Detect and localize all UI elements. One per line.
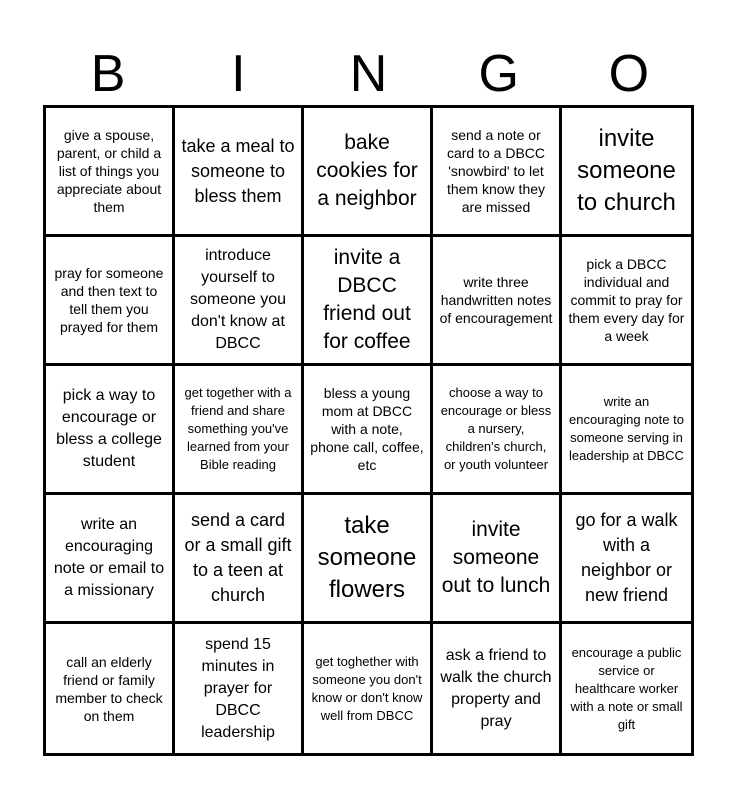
bingo-cell-r5-c4[interactable] [433,624,562,753]
bingo-cell-r3-c3[interactable] [304,366,433,495]
bingo-cell-r4-c5[interactable] [562,495,691,624]
header-letter-n: N [349,45,388,103]
header-letter-b: B [90,45,126,103]
cell-text: write an encouraging note or email to a missionary [53,516,165,599]
cell-text: write an encouraging note to someone serving in leadership at DBCC [569,394,684,463]
cell-text: bake cookies for a neighbor [316,131,418,210]
cell-text: get together with a friend and share something you've learned from your Bible reading [184,385,292,472]
cell-text: encourage a public service or healthcare worker with a note or small gift [570,644,683,732]
bingo-cell-r4-c1[interactable] [46,495,175,624]
cell-text: send a card or a small gift to a teen at church [184,510,292,605]
cell-text: pray for someone and then text to tell them you prayed for them [54,265,164,335]
header-letter-i: I [231,45,246,103]
cell-text: get toghether with someone you don't know or don't know well from DBCC [311,653,423,723]
cell-text: pick a way to encourage or bless a college student [56,387,162,470]
bingo-cell-r2-c3[interactable] [304,237,433,366]
bingo-header [43,44,694,104]
bingo-cell-r5-c1[interactable] [46,624,175,753]
bingo-cell-r1-c5[interactable] [562,108,691,237]
bingo-cell-r2-c2[interactable] [175,237,304,366]
bingo-cell-r4-c3[interactable] [304,495,433,624]
cell-text: call an elderly friend or family member to check on them [55,653,163,724]
cell-text: invite someone out to lunch [441,518,551,597]
cell-text: invite someone to church [577,125,676,216]
bingo-cell-r2-c1[interactable] [46,237,175,366]
header-letter-g: G [478,45,519,103]
bingo-cell-r5-c5[interactable] [562,624,691,753]
cell-text: invite a DBCC friend out for coffee [323,246,411,353]
bingo-cell-r3-c1[interactable] [46,366,175,495]
bingo-cell-r2-c4[interactable] [433,237,562,366]
bingo-cell-r1-c4[interactable] [433,108,562,237]
cell-text: write three handwritten notes of encouragement [439,274,553,326]
bingo-cell-r5-c3[interactable] [304,624,433,753]
cell-text: choose a way to encourage or bless a nursery, children's church, or youth volunteer [440,385,552,472]
cell-text: take someone flowers [317,512,417,603]
cell-text: give a spouse, parent, or child a list of things you appreciate about them [56,127,162,215]
bingo-cell-r3-c5[interactable] [562,366,691,495]
header-letter-o: O [608,45,650,103]
bingo-cell-r1-c2[interactable] [175,108,304,237]
cell-text: spend 15 minutes in prayer for DBCC leadership [201,635,275,741]
bingo-cell-r5-c2[interactable] [175,624,304,753]
cell-text: introduce yourself to someone you don't know at DBCC [189,247,287,352]
cell-text: ask a friend to walk the church property and pray [440,646,552,730]
bingo-cell-r3-c2[interactable] [175,366,304,495]
cell-text: go for a walk with a neighbor or new friend [575,510,678,605]
bingo-cell-r4-c4[interactable] [433,495,562,624]
bingo-cell-r4-c2[interactable] [175,495,304,624]
cell-text: take a meal to someone to bless them [181,135,295,206]
cell-text: bless a young mom at DBCC with a note, phone call, coffee, etc [310,385,424,473]
bingo-cell-r1-c3[interactable] [304,108,433,237]
bingo-cell-r3-c4[interactable] [433,366,562,495]
bingo-cell-r1-c1[interactable] [46,108,175,237]
bingo-cell-r2-c5[interactable] [562,237,691,366]
cell-text: send a note or card to a DBCC 'snowbird' to let them know they are missed [446,127,546,215]
cell-text: pick a DBCC individual and commit to pray for them every day for a week [568,256,685,344]
bingo-board [43,105,694,756]
